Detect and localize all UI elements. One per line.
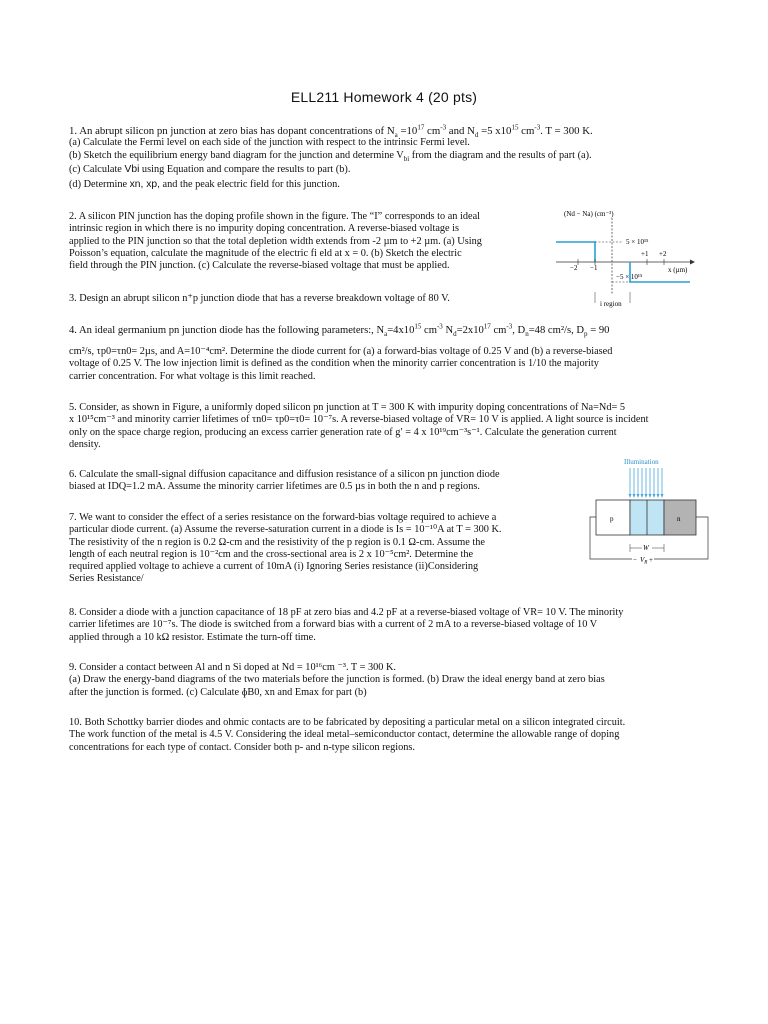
problem-9 [69, 662, 719, 699]
problem-4-line: voltage of 0.25 V. The low injection limit is defined as the condition when the minority carrier concentration is 1/10 the majority [69, 358, 599, 370]
problem-6 [69, 469, 569, 494]
problem-5-line: 5. Consider, as shown in Figure, a uniformly doped silicon pn junction at T = 300 K with impurity doping concentrations of Na=Nd= 5 [69, 402, 626, 413]
illum-arrowhead-icon [637, 494, 640, 498]
problem-10-line: 10. Both Schottky barrier diodes and ohmic contacts are to be fabricated by depositing a particular metal on a silicon integrated circuit. [69, 717, 626, 728]
illum-fig-p-label: p [610, 515, 614, 523]
problem-2-line: Poisson’s equation, calculate the magnitude of the electric fi eld at x = 0. (b) Sketch the electric [69, 247, 462, 259]
illum-fig-vr-minus: − [633, 556, 637, 564]
problem-10-line: The work function of the metal is 4.5 V. Considering the ideal metal–semiconductor contact, determine the allowable range of doping [69, 729, 620, 741]
problem-10-line: concentrations for each type of contact. Consider both p- and n-type silicon regions. [69, 741, 415, 753]
problem-1-part-b: (b) Sketch the equilibrium energy band diagram for the junction and determine $V_{bi}$ from the diagram and the results of part (a). [69, 149, 592, 163]
page-title: ELL211 Homework 4 (20 pts) [290, 89, 478, 105]
problem-1-part-c: (c) Calculate Vbi using Equation and compare the results to part (b). [69, 163, 351, 175]
problem-2-line: applied to the PIN junction so that the total depletion width extends from -2 µm to +2 µm. (a) Using [69, 235, 482, 247]
problem-1 [69, 125, 709, 191]
pin-fig-region-label: i region [600, 300, 622, 308]
pin-fig-tick-label: +2 [659, 250, 667, 258]
problem-2-line: field through the PIN junction. (c) Calculate the reverse-biased voltage that must be applied. [69, 260, 450, 272]
illum-arrowhead-icon [657, 494, 660, 498]
illum-arrowhead-icon [653, 494, 656, 498]
illum-fig-label: Illumination [624, 458, 659, 466]
pin-fig-tick-label: −2 [570, 264, 578, 272]
problem-7-line: The resistivity of the n region is 0.2 Ω-cm and the resistivity of the p region is 0.1 Ω-cm. Assume the [69, 536, 485, 548]
problem-4-line: carrier concentration. For what voltage is this limit reached. [69, 370, 316, 382]
problem-5-line: only on the space charge region, producing an excess carrier generation rate of g′ = 4 x 10¹⁹cm⁻³s⁻¹. Calculate the generation current [69, 426, 617, 438]
problem-7-line: Series Resistance/ [69, 573, 144, 585]
problem-4 [69, 323, 719, 383]
problem-8 [69, 607, 729, 644]
problem-7-line: length of each neutral region is 10⁻²cm and the cross-sectional area is 2 x 10⁻⁵cm². Determine the [69, 548, 474, 560]
pin-fig-ylabel: (Nd − Na) (cm⁻³) [564, 210, 614, 218]
problem-5-line: x 10¹⁵cm⁻³ and minority carrier lifetimes of τn0= τp0=τ0= 10⁻⁷s. A reverse-biased voltage of VR= 10 V is applied. A light source is incident [69, 414, 649, 426]
problem-1-part-d: (d) Determine xn, xp, and the peak electric field for this junction. [69, 179, 340, 191]
problem-10 [69, 717, 729, 754]
problem-8-line: carrier lifetimes are 10⁻⁷s. The diode is switched from a forward bias with a current of 2 mA to a reverse-biased voltage of 10 V [69, 619, 598, 631]
pin-fig-xlabel: x (µm) [668, 266, 688, 274]
illumination-figure [584, 455, 714, 570]
problem-2-line: intrinsic region in which there is no impurity doping concentration. A reverse-biased voltage is [69, 223, 460, 235]
problem-6-line: 6. Calculate the small-signal diffusion capacitance and diffusion resistance of a silicon pn junction diode [69, 469, 500, 480]
pin-fig-tick-label: +1 [641, 250, 649, 258]
problem-2-line: 2. A silicon PIN junction has the doping profile shown in the figure. The “I” corresponds to an ideal [69, 211, 481, 222]
pin-fig-tick-label: −1 [590, 264, 598, 272]
problem-5 [69, 402, 719, 451]
pin-fig-top-label: 5 × 10¹⁵ [626, 238, 649, 246]
illum-fig-w-label: W [643, 544, 649, 552]
problem-3 [69, 293, 709, 305]
problem-9-line: (a) Draw the energy-band diagrams of the two materials before the junction is formed. (b) Draw the ideal energy band at zero bias [69, 674, 605, 686]
problem-8-line: 8. Consider a diode with a junction capacitance of 18 pF at zero bias and 4.2 pF at a reverse-biased voltage of VR= 10 V. The minority [69, 607, 624, 618]
problem-7 [69, 512, 569, 586]
illum-arrowhead-icon [645, 494, 648, 498]
pin-fig-bottom-label: −5 × 10¹⁵ [616, 273, 643, 281]
problem-1-part-a: (a) Calculate the Fermi level on each side of the junction with respect to the intrinsic Fermi level. [69, 137, 470, 149]
problem-6-line: biased at IDQ=1.2 mA. Assume the minority carrier lifetimes are 0.5 µs in both the n and p regions. [69, 481, 480, 493]
problem-9-line: 9. Consider a contact between Al and n Si doped at Nd = 10¹⁶cm ⁻³. T = 300 K. [69, 662, 396, 673]
illum-arrowhead-icon [649, 494, 652, 498]
problem-8-line: applied through a 10 kΩ resistor. Estimate the turn-off time. [69, 631, 316, 643]
problem-5-line: density. [69, 438, 101, 450]
pin-fig-x-arrow-icon [690, 260, 695, 265]
illum-fig-vr-plus: + [649, 556, 653, 564]
problem-7-line: particular diode current. (a) Assume the reverse-saturation current in a diode is Is = 10⁻¹⁰A at T = 300 K. [69, 524, 502, 536]
illumination-arrows [630, 468, 662, 495]
illum-arrowhead-icon [633, 494, 636, 498]
problem-4-line1: 4. An ideal germanium pn junction diode has the following parameters:, $N_a=4x10^{15}$ $cm^{-3}$ $N_d=2x10^{17}$ $cm^{-3}$, $D_n=48$ cm²/s, $D_p = 90$ [69, 322, 610, 339]
illum-fig-vr-label: $V_R$ [640, 556, 648, 566]
illumination-arrowheads [629, 494, 664, 498]
problem-7-line: required applied voltage to achieve a current of 10mA (i) Ignoring Series resistance (ii)Considering [69, 561, 479, 573]
problem-3-text: 3. Design an abrupt silicon n⁺p junction diode that has a reverse breakdown voltage of 80 V. [69, 293, 450, 304]
illum-arrowhead-icon [661, 494, 664, 498]
pin-fig-p-segment [556, 242, 595, 262]
illum-arrowhead-icon [629, 494, 632, 498]
problem-7-line: 7. We want to consider the effect of a series resistance on the forward-bias voltage required to achieve a [69, 512, 497, 523]
problem-2 [69, 211, 549, 272]
illum-fig-n-label: n [677, 515, 681, 523]
problem-9-line: after the junction is formed. (c) Calculate ɸB0, xn and Emax for part (b) [69, 686, 367, 698]
illum-arrowhead-icon [641, 494, 644, 498]
problem-4-line: cm²/s, τp0=τn0= 2µs, and A=10⁻⁴cm². Determine the diode current for (a) a forward-bias voltage of 0.25 V and (b) a reverse-biased [69, 346, 613, 357]
problem-1-intro: 1. An abrupt silicon pn junction at zero bias has dopant concentrations of $N_a =10^{17}$ $cm^{-3}$ and $N_d =5$ $x10^{15}$ $cm^{-3}$. T = 300 K. [69, 123, 593, 140]
